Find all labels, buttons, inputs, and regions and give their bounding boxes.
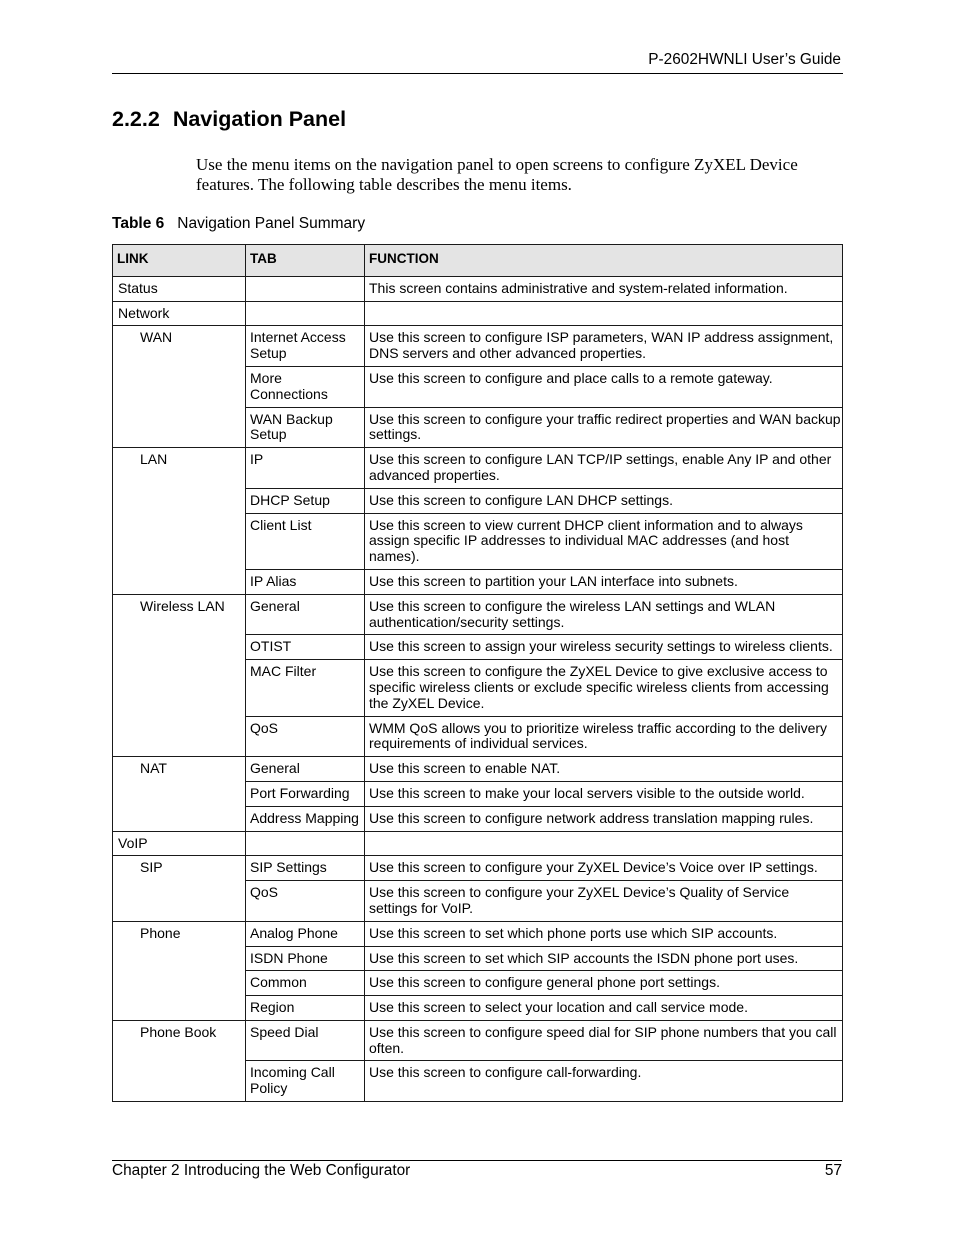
table-caption-label: Table 6 bbox=[112, 215, 165, 232]
function-line: Use this screen to set which SIP accounts the ISDN phone port uses. bbox=[369, 949, 799, 966]
column-header-tab: TAB bbox=[246, 245, 365, 277]
function-line: assign specific IP addresses to individual MAC addresses (and host bbox=[369, 532, 789, 549]
function-cell bbox=[365, 757, 843, 782]
tab-ip: IP bbox=[246, 448, 365, 489]
table-row bbox=[113, 1020, 843, 1061]
function-cell bbox=[365, 594, 843, 635]
table-row bbox=[113, 594, 843, 635]
function-line: Use this screen to configure call-forwarding. bbox=[369, 1064, 642, 1081]
empty-tab-cell bbox=[246, 831, 365, 856]
section-heading bbox=[112, 106, 346, 132]
function-cell bbox=[365, 326, 843, 367]
tab-isdn-phone: ISDN Phone bbox=[246, 946, 365, 971]
function-line: often. bbox=[369, 1039, 405, 1056]
link-nat: NAT bbox=[113, 757, 246, 831]
section-title: Navigation Panel bbox=[172, 107, 347, 131]
table-row bbox=[113, 856, 843, 881]
link-network: Network bbox=[113, 301, 246, 326]
link-wireless-lan: Wireless LAN bbox=[113, 594, 246, 756]
function-line: Use this screen to configure speed dial for SIP phone numbers that you call bbox=[369, 1023, 837, 1040]
footer-chapter-title: Chapter 2 Introducing the Web Configurator bbox=[112, 1162, 411, 1179]
function-line: requirements of individual services. bbox=[369, 735, 588, 752]
function-cell bbox=[365, 781, 843, 806]
link-voip: VoIP bbox=[113, 831, 246, 856]
table-row bbox=[113, 301, 843, 326]
function-line: Use this screen to make your local servers visible to the outside world. bbox=[369, 784, 805, 801]
link-phone: Phone bbox=[113, 921, 246, 1020]
column-header-function: FUNCTION bbox=[365, 245, 843, 277]
function-line: Use this screen to configure network address translation mapping rules. bbox=[369, 809, 814, 826]
link-wan: WAN bbox=[113, 326, 246, 448]
intro-paragraph: Use the menu items on the navigation panel to open screens to configure ZyXEL Device features. The following table describes the menu items. bbox=[196, 155, 798, 194]
table-caption-title: Navigation Panel Summary bbox=[177, 215, 366, 232]
link-status: Status bbox=[113, 276, 246, 301]
tab-dhcp-setup: DHCP Setup bbox=[246, 488, 365, 513]
tab-sip-settings: SIP Settings bbox=[246, 856, 365, 881]
function-line: Use this screen to configure your ZyXEL Device’s Quality of Service bbox=[369, 884, 790, 901]
tab-wlan-general: General bbox=[246, 594, 365, 635]
function-line: Use this screen to configure and place calls to a remote gateway. bbox=[369, 369, 773, 386]
tab-sip-qos: QoS bbox=[246, 881, 365, 922]
function-cell bbox=[365, 407, 843, 448]
tab-otist: OTIST bbox=[246, 635, 365, 660]
running-footer bbox=[112, 1162, 842, 1180]
function-cell bbox=[365, 806, 843, 831]
function-cell bbox=[365, 1020, 843, 1061]
function-line: Use this screen to set which phone ports use which SIP accounts. bbox=[369, 924, 778, 941]
function-line: Use this screen to configure your traffic redirect properties and WAN backup bbox=[369, 410, 841, 427]
section-number: 2.2.2 bbox=[112, 107, 160, 131]
tab-region: Region bbox=[246, 996, 365, 1021]
table-row bbox=[113, 757, 843, 782]
function-line: specific wireless clients or exclude specific wireless clients from accessing bbox=[369, 678, 829, 695]
function-line: WMM QoS allows you to prioritize wireless traffic according to the delivery bbox=[369, 719, 828, 736]
function-cell bbox=[365, 488, 843, 513]
navigation-panel-summary-table bbox=[112, 244, 843, 1102]
function-line: This screen contains administrative and system-related information. bbox=[369, 279, 788, 296]
function-cell bbox=[365, 856, 843, 881]
function-cell bbox=[365, 881, 843, 922]
tab-ip-alias: IP Alias bbox=[246, 569, 365, 594]
function-line: settings for VoIP. bbox=[369, 899, 474, 916]
function-line: Use this screen to configure LAN TCP/IP settings, enable Any IP and other bbox=[369, 451, 832, 468]
table-caption bbox=[112, 215, 365, 233]
empty-function-cell bbox=[365, 301, 843, 326]
link-lan: LAN bbox=[113, 448, 246, 595]
table-header bbox=[113, 245, 843, 277]
tab-wan-backup-setup: WAN Backup Setup bbox=[246, 407, 365, 448]
guide-title: P-2602HWNLI User’s Guide bbox=[648, 51, 841, 68]
function-cell bbox=[365, 366, 843, 407]
function-line: settings. bbox=[369, 426, 422, 443]
function-line: Use this screen to select your location and call service mode. bbox=[369, 999, 748, 1016]
tab-internet-access-setup: Internet Access Setup bbox=[246, 326, 365, 367]
function-line: Use this screen to configure ISP parameters, WAN IP address assignment, bbox=[369, 329, 834, 346]
function-line: Use this screen to configure general phone port settings. bbox=[369, 974, 720, 991]
function-cell bbox=[365, 513, 843, 569]
function-cell bbox=[365, 946, 843, 971]
function-cell bbox=[365, 635, 843, 660]
empty-function-cell bbox=[365, 831, 843, 856]
function-line: names). bbox=[369, 548, 420, 565]
function-cell bbox=[365, 1061, 843, 1102]
link-phone-book: Phone Book bbox=[113, 1020, 246, 1101]
function-cell bbox=[365, 448, 843, 489]
table-row bbox=[113, 921, 843, 946]
function-line: the ZyXEL Device. bbox=[369, 694, 485, 711]
function-line: Use this screen to view current DHCP client information and to always bbox=[369, 516, 803, 533]
function-line: advanced properties. bbox=[369, 466, 500, 483]
header-rule bbox=[112, 73, 843, 74]
table-header-row bbox=[113, 245, 843, 277]
tab-speed-dial: Speed Dial bbox=[246, 1020, 365, 1061]
footer-rule bbox=[112, 1160, 842, 1161]
tab-incoming-call-policy: Incoming Call Policy bbox=[246, 1061, 365, 1102]
function-line: Use this screen to configure the wireless LAN settings and WLAN bbox=[369, 597, 776, 614]
tab-more-connections: More Connections bbox=[246, 366, 365, 407]
table-body bbox=[113, 276, 843, 1101]
function-cell bbox=[365, 716, 843, 757]
column-header-link: LINK bbox=[113, 245, 246, 277]
function-cell bbox=[365, 996, 843, 1021]
function-cell bbox=[365, 921, 843, 946]
function-line: Use this screen to enable NAT. bbox=[369, 760, 561, 777]
running-header bbox=[648, 51, 841, 69]
function-line: Use this screen to configure the ZyXEL Device to give exclusive access to bbox=[369, 663, 828, 680]
function-cell bbox=[365, 569, 843, 594]
function-line: Use this screen to assign your wireless security settings to wireless clients. bbox=[369, 638, 833, 655]
function-line: Use this screen to configure LAN DHCP settings. bbox=[369, 491, 673, 508]
table-row bbox=[113, 276, 843, 301]
function-line: Use this screen to configure your ZyXEL Device’s Voice over IP settings. bbox=[369, 859, 818, 876]
page-number: 57 bbox=[824, 1162, 842, 1179]
tab-mac-filter: MAC Filter bbox=[246, 660, 365, 716]
table-row bbox=[113, 831, 843, 856]
tab-client-list: Client List bbox=[246, 513, 365, 569]
function-cell bbox=[365, 660, 843, 716]
tab-analog-phone: Analog Phone bbox=[246, 921, 365, 946]
function-cell bbox=[365, 276, 843, 301]
link-sip: SIP bbox=[113, 856, 246, 921]
tab-address-mapping: Address Mapping bbox=[246, 806, 365, 831]
function-line: authentication/security settings. bbox=[369, 613, 565, 630]
tab-common: Common bbox=[246, 971, 365, 996]
tab-nat-general: General bbox=[246, 757, 365, 782]
empty-tab-cell bbox=[246, 301, 365, 326]
tab-port-forwarding: Port Forwarding bbox=[246, 781, 365, 806]
function-cell bbox=[365, 971, 843, 996]
tab-wlan-qos: QoS bbox=[246, 716, 365, 757]
function-line: Use this screen to partition your LAN interface into subnets. bbox=[369, 572, 738, 589]
function-line: DNS servers and other advanced properties. bbox=[369, 345, 647, 362]
table-row bbox=[113, 326, 843, 367]
table-row bbox=[113, 448, 843, 489]
empty-tab-cell bbox=[246, 276, 365, 301]
